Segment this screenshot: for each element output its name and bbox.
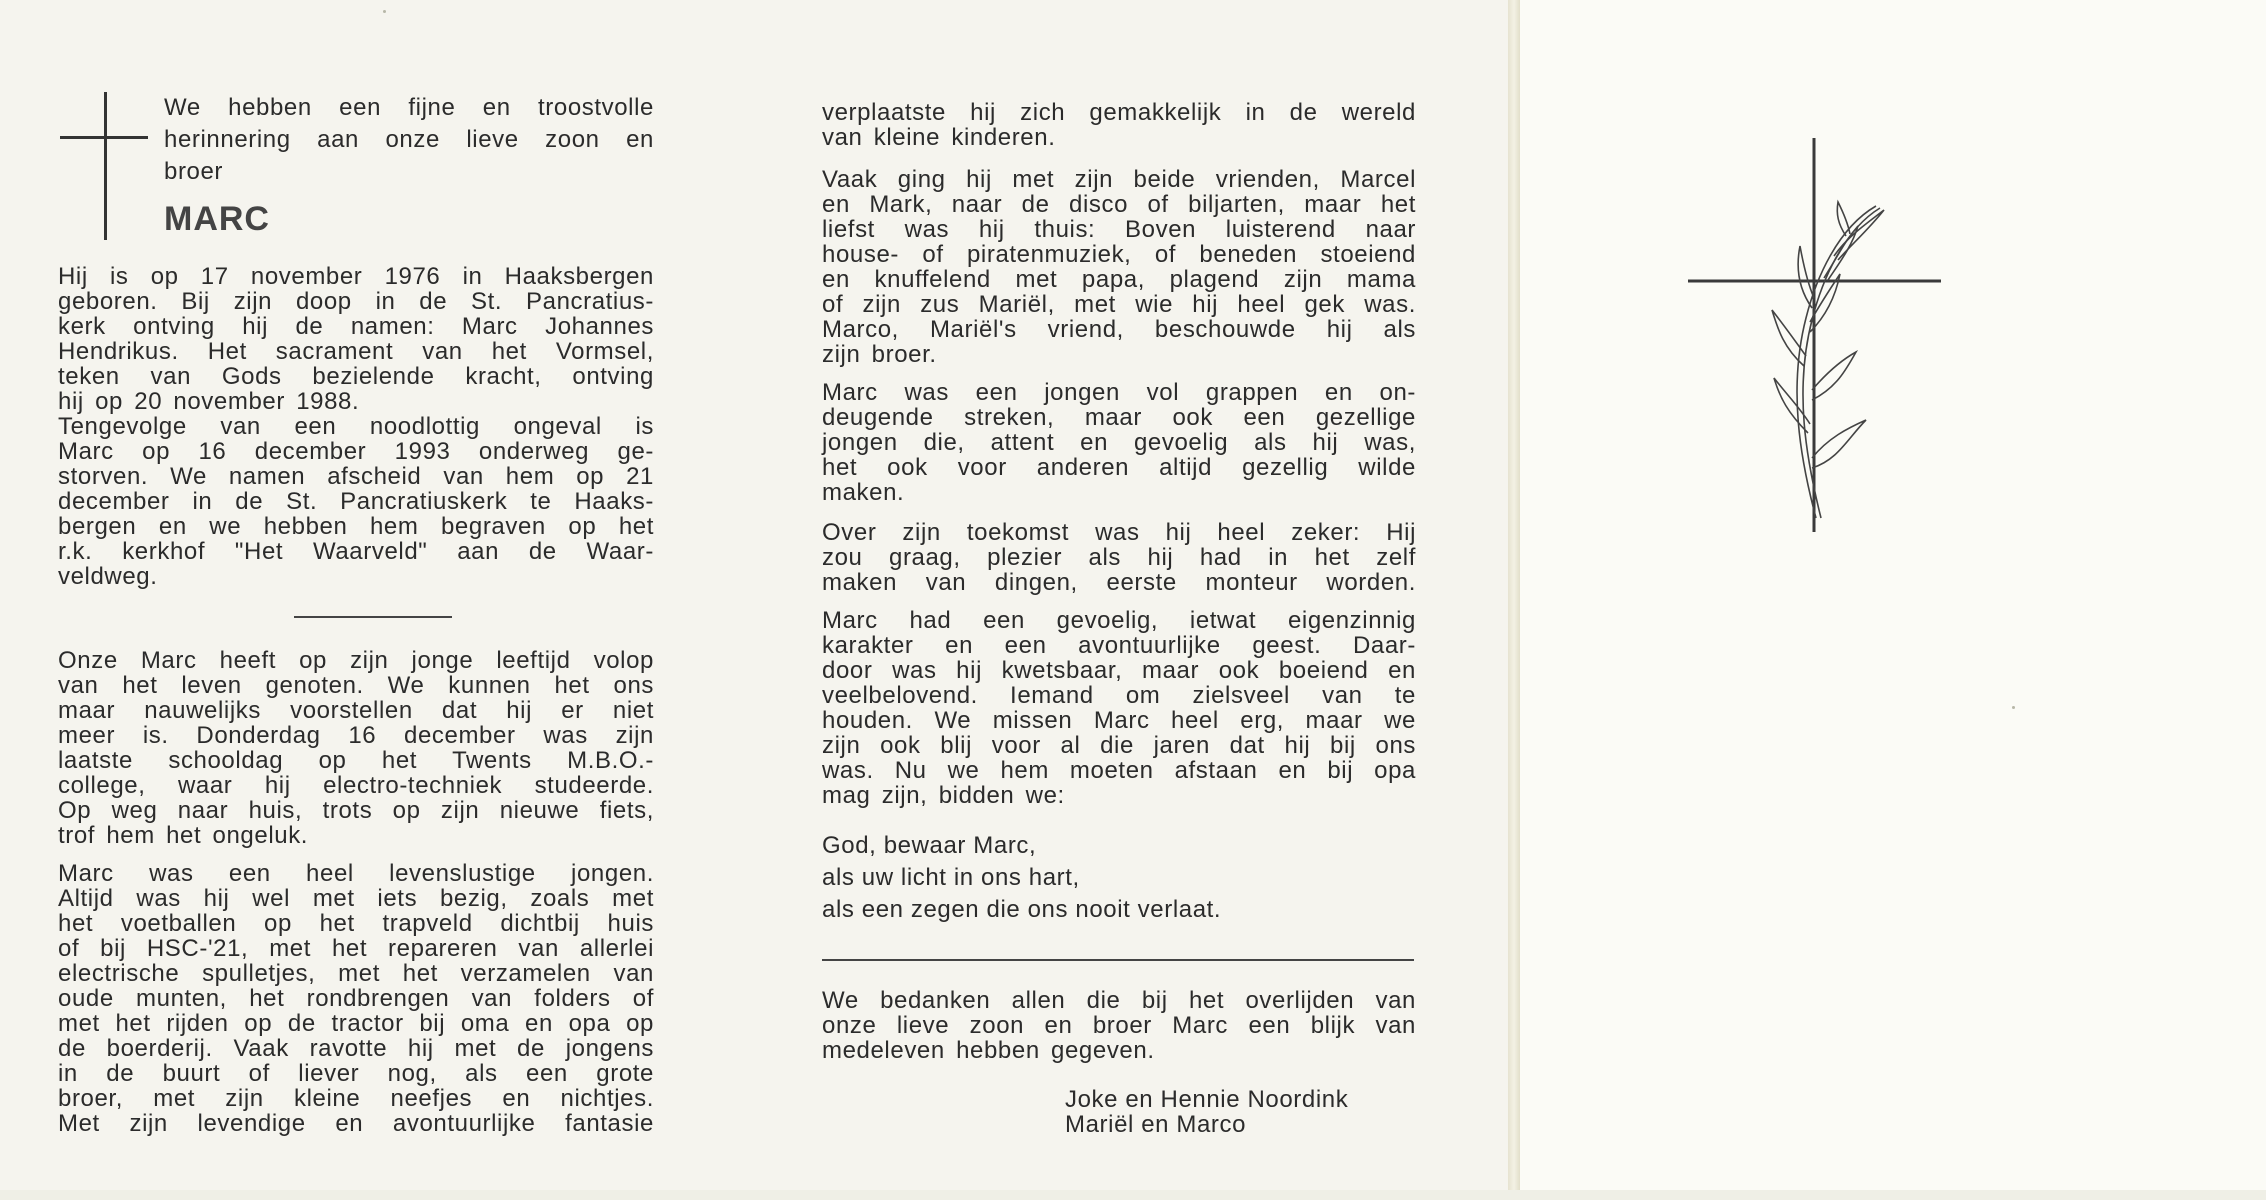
cross-with-palm-branch-icon bbox=[1688, 138, 1948, 538]
deceased-name: MARC bbox=[164, 200, 270, 238]
text-line: r.k. kerkhof "Het Waarveld" aan de Waar- bbox=[58, 538, 654, 565]
card-fold bbox=[1508, 0, 1520, 1195]
text-line: maken. bbox=[822, 479, 905, 506]
text-line: Over zijn toekomst was hij heel zeker: Hij bbox=[822, 519, 1416, 546]
intro-text bbox=[164, 92, 654, 188]
text-line: in de buurt of liever nog, als een grote bbox=[58, 1060, 654, 1087]
text-line: teken van Gods bezielende kracht, ontving bbox=[58, 363, 654, 390]
text-line: maken van dingen, eerste monteur worden. bbox=[822, 569, 1416, 596]
scan-speck bbox=[2012, 706, 2015, 709]
text-line: veelbelovend. Iemand om zielsveel van te bbox=[822, 682, 1416, 709]
text-line: bergen en we hebben hem begraven op het bbox=[58, 513, 654, 540]
text-line: zijn broer. bbox=[822, 341, 937, 368]
text-line: Marc had een gevoelig, ietwat eigenzinnig bbox=[822, 607, 1416, 634]
text-line: met het rijden op de tractor bij oma en opa op bbox=[58, 1010, 654, 1037]
text-line: liefst was hij thuis: Boven luisterend naar bbox=[822, 216, 1416, 243]
text-line: onze lieve zoon en broer Marc een blijk van bbox=[822, 1012, 1416, 1039]
text-line: zou graag, plezier als hij had in het zelf bbox=[822, 544, 1416, 571]
text-line: jongen die, attent en gevoelig als hij was, bbox=[822, 429, 1416, 456]
prayer-line: God, bewaar Marc, bbox=[822, 832, 1037, 859]
text-line: en Mark, naar de disco of biljarten, maar het bbox=[822, 191, 1416, 218]
prayer-line: als uw licht in ons hart, bbox=[822, 864, 1080, 891]
prayer-line: als een zegen die ons nooit verlaat. bbox=[822, 896, 1222, 923]
intro-line: broer bbox=[164, 158, 224, 185]
signature-line: Joke en Hennie Noordink bbox=[1065, 1086, 1349, 1113]
text-line: storven. We namen afscheid van hem op 21 bbox=[58, 463, 654, 490]
text-line: maar nauwelijks voorstellen dat hij er niet bbox=[58, 697, 654, 724]
text-line: electrische spulletjes, met het verzamelen van bbox=[58, 960, 654, 987]
text-line: trof hem het ongeluk. bbox=[58, 822, 309, 849]
text-line: was. Nu we hem moeten afstaan en bij opa bbox=[822, 757, 1416, 784]
biography-paragraph-5 bbox=[822, 167, 1416, 367]
text-line: door was hij kwetsbaar, maar ook boeiend en bbox=[822, 657, 1416, 684]
text-line: van het leven genoten. We kunnen het ons bbox=[58, 672, 654, 699]
scan-speck bbox=[383, 10, 386, 13]
text-line: kerk ontving hij de namen: Marc Johannes bbox=[58, 313, 654, 340]
text-line: college, waar hij electro-techniek studeerde. bbox=[58, 772, 654, 799]
text-line: geboren. Bij zijn doop in de St. Pancratius- bbox=[58, 288, 654, 315]
biography-paragraph-8 bbox=[822, 608, 1416, 808]
divider bbox=[294, 616, 452, 618]
text-line: Hendrikus. Het sacrament van het Vormsel, bbox=[58, 338, 654, 365]
text-line: of bij HSC-'21, met het repareren van allerlei bbox=[58, 935, 654, 962]
text-line: Hij is op 17 november 1976 in Haaksbergen bbox=[58, 263, 654, 290]
text-line: meer is. Donderdag 16 december was zijn bbox=[58, 722, 654, 749]
text-line: oude munten, het rondbrengen van folders of bbox=[58, 985, 654, 1012]
prayer bbox=[822, 830, 1221, 926]
text-line: of zijn zus Mariël, met wie hij heel gek was. bbox=[822, 291, 1416, 318]
text-line: karakter en een avontuurlijke geest. Daar- bbox=[822, 632, 1416, 659]
text-line: Marco, Mariël's vriend, beschouwde hij als bbox=[822, 316, 1416, 343]
signature bbox=[1065, 1087, 1348, 1137]
text-line: veldweg. bbox=[58, 563, 158, 590]
biography-paragraph-1 bbox=[58, 264, 654, 589]
biography-paragraph-3 bbox=[58, 861, 654, 1136]
text-line: mag zijn, bidden we: bbox=[822, 782, 1065, 809]
text-line: Marc op 16 december 1993 onderweg ge- bbox=[58, 438, 654, 465]
text-line: medeleven hebben gegeven. bbox=[822, 1037, 1155, 1064]
text-line: Altijd was hij wel met iets bezig, zoals met bbox=[58, 885, 654, 912]
intro-line: herinnering aan onze lieve zoon en bbox=[164, 126, 654, 153]
text-line: van kleine kinderen. bbox=[822, 124, 1056, 151]
biography-paragraph-7 bbox=[822, 520, 1416, 595]
text-line: december in de St. Pancratiuskerk te Haaks- bbox=[58, 488, 654, 515]
text-line: hij op 20 november 1988. bbox=[58, 388, 360, 415]
text-line: house- of piratenmuziek, of beneden stoeiend bbox=[822, 241, 1416, 268]
signature-line: Mariël en Marco bbox=[1065, 1111, 1247, 1138]
text-line: en knuffelend met papa, plagend zijn mama bbox=[822, 266, 1416, 293]
scan-edge bbox=[0, 1190, 2266, 1200]
text-line: Marc was een jongen vol grappen en on- bbox=[822, 379, 1416, 406]
divider bbox=[822, 959, 1414, 961]
thanks-text bbox=[822, 988, 1416, 1063]
biography-paragraph-2 bbox=[58, 648, 654, 848]
text-line: broer, met zijn kleine neefjes en nichtjes. bbox=[58, 1085, 654, 1112]
text-line: zijn ook blij voor al die jaren dat hij bij ons bbox=[822, 732, 1416, 759]
text-line: We bedanken allen die bij het overlijden van bbox=[822, 987, 1416, 1014]
text-line: Met zijn levendige en avontuurlijke fantasie bbox=[58, 1110, 654, 1137]
biography-paragraph-6 bbox=[822, 380, 1416, 505]
text-line: laatste schooldag op het Twents M.B.O.- bbox=[58, 747, 654, 774]
text-line: Tengevolge van een noodlottig ongeval is bbox=[58, 413, 654, 440]
text-line: het voetballen op het trapveld dichtbij huis bbox=[58, 910, 654, 937]
text-line: Onze Marc heeft op zijn jonge leeftijd volop bbox=[58, 647, 654, 674]
intro-line: We hebben een fijne en troostvolle bbox=[164, 94, 654, 121]
text-line: deugende streken, maar ook een gezellige bbox=[822, 404, 1416, 431]
text-line: verplaatste hij zich gemakkelijk in de wereld bbox=[822, 99, 1416, 126]
text-line: het ook voor anderen altijd gezellig wilde bbox=[822, 454, 1416, 481]
text-line: de boerderij. Vaak ravotte hij met de jongens bbox=[58, 1035, 654, 1062]
biography-paragraph-4 bbox=[822, 100, 1416, 150]
text-line: Vaak ging hij met zijn beide vrienden, Marcel bbox=[822, 166, 1416, 193]
text-line: Op weg naar huis, trots op zijn nieuwe fiets, bbox=[58, 797, 654, 824]
text-line: houden. We missen Marc heel erg, maar we bbox=[822, 707, 1416, 734]
text-line: Marc was een heel levenslustige jongen. bbox=[58, 860, 654, 887]
